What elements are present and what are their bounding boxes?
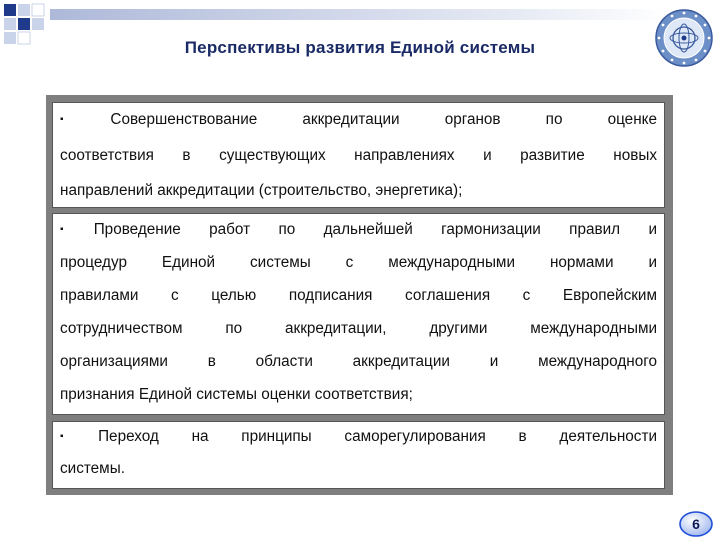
list-item: [52, 421, 665, 489]
item-line: правилами с целью подписания соглашения с Европейским: [60, 287, 657, 304]
item-line: сотрудничеством по аккредитации, другими международными: [60, 320, 657, 337]
item-line: соответствия в существующих направлениях и развитие новых: [60, 146, 657, 164]
item-line: признания Единой системы оценки соответствия;: [60, 386, 413, 403]
page-number: 6: [692, 516, 700, 532]
slide-title: Перспективы развития Единой системы: [184, 38, 536, 57]
list-item: [52, 102, 665, 208]
item-line: направлений аккредитации (строительство, энергетика);: [60, 182, 463, 199]
item-line: Проведение работ по дальнейшей гармонизации правил и: [93, 221, 658, 238]
item-line: системы.: [60, 460, 125, 477]
bullet-icon: ▪: [60, 114, 105, 125]
page-number-badge: [678, 510, 714, 538]
bullet-icon: ▪: [60, 431, 93, 442]
emblem-icon: [654, 8, 714, 68]
item-line: организациями в области аккредитации и международного: [60, 353, 657, 370]
list-item: [52, 213, 665, 415]
item-line: Переход на принципы саморегулирования в деятельности: [98, 428, 657, 445]
item-line: процедур Единой системы с международными нормами и: [60, 254, 657, 271]
item-line: Совершенствование аккредитации органов по оценке: [110, 111, 658, 128]
bullet-icon: ▪: [60, 224, 88, 235]
